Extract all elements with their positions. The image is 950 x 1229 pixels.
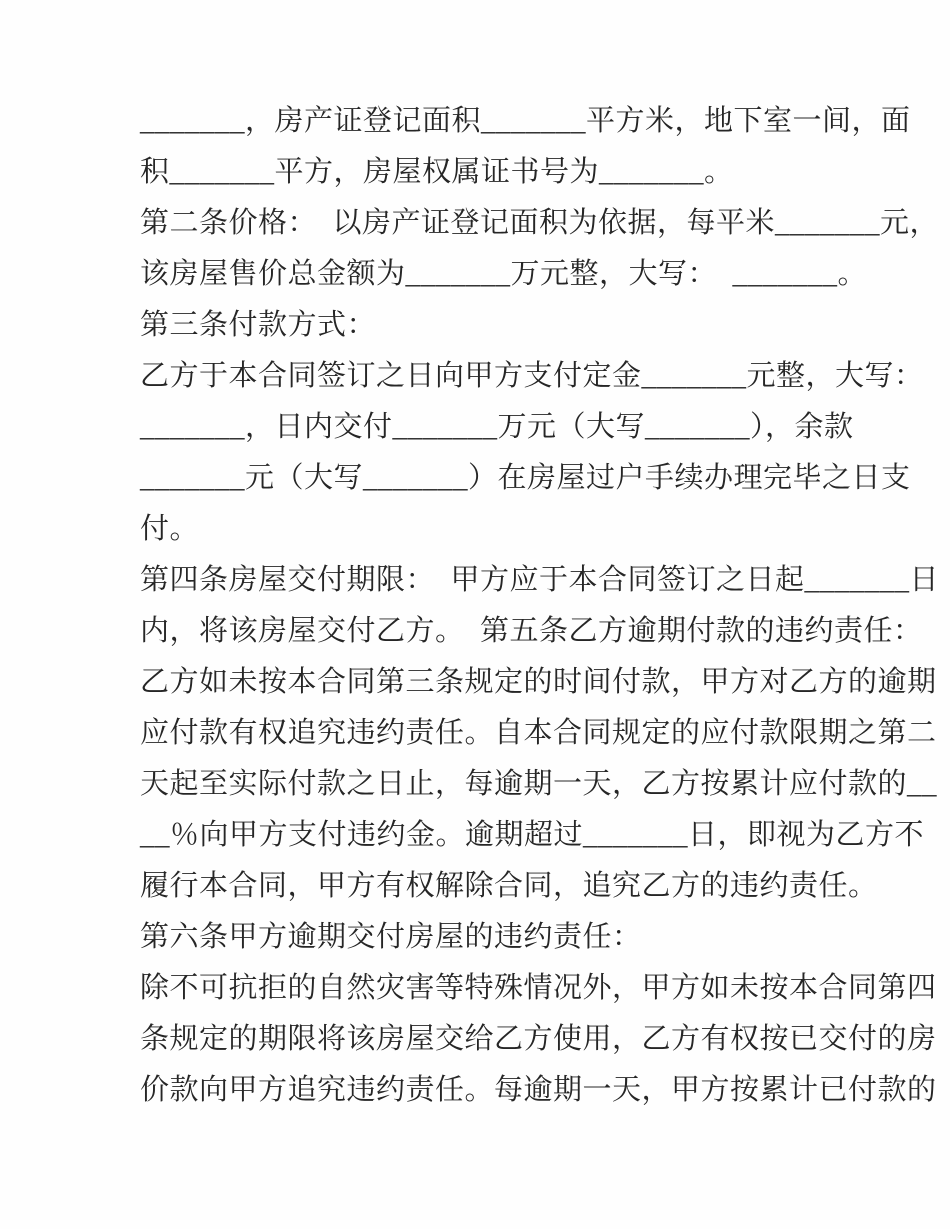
text-line-11: 内，将该房屋交付乙方。 第五条乙方逾期付款的违约责任： xyxy=(140,615,923,647)
text-line-06: 乙方于本合同签订之日向甲方支付定金_______元整，大写： xyxy=(140,360,924,392)
text-line-07: _______，日内交付_______万元（大写_______），余款 xyxy=(140,411,854,443)
text-line-16: 履行本合同，甲方有权解除合同，追究乙方的违约责任。 xyxy=(140,870,878,902)
text-line-03: 第二条价格： 以房产证登记面积为依据，每平米_______元， xyxy=(140,207,940,239)
text-line-01: _______，房产证登记面积_______平方米，地下室一间，面 xyxy=(140,105,911,137)
contract-text-block xyxy=(140,96,940,1116)
text-line-19: 条规定的期限将该房屋交给乙方使用，乙方有权按已交付的房 xyxy=(140,1023,937,1055)
text-line-04: 该房屋售价总金额为_______万元整，大写： _______。 xyxy=(140,258,868,290)
text-line-08: _______元（大写_______）在房屋过户手续办理完毕之日支 xyxy=(140,462,911,494)
text-line-12: 乙方如未按本合同第三条规定的时间付款，甲方对乙方的逾期 xyxy=(140,666,937,698)
text-line-02: 积_______平方，房屋权属证书号为_______。 xyxy=(140,156,734,188)
text-line-09: 付。 xyxy=(140,513,200,545)
text-line-15: __％向甲方支付违约金。逾期超过_______日，即视为乙方不 xyxy=(140,819,925,851)
text-line-10: 第四条房屋交付期限： 甲方应于本合同签订之日起_______日 xyxy=(140,564,940,596)
text-line-18: 除不可抗拒的自然灾害等特殊情况外，甲方如未按本合同第四 xyxy=(140,972,937,1004)
text-line-20: 价款向甲方追究违约责任。每逾期一天，甲方按累计已付款的 xyxy=(140,1074,937,1106)
text-line-13: 应付款有权追究违约责任。自本合同规定的应付款限期之第二 xyxy=(140,717,937,749)
text-line-14: 天起至实际付款之日止，每逾期一天，乙方按累计应付款的__ xyxy=(140,768,938,800)
text-line-05: 第三条付款方式： xyxy=(140,309,377,341)
text-line-17: 第六条甲方逾期交付房屋的违约责任： xyxy=(140,921,642,953)
